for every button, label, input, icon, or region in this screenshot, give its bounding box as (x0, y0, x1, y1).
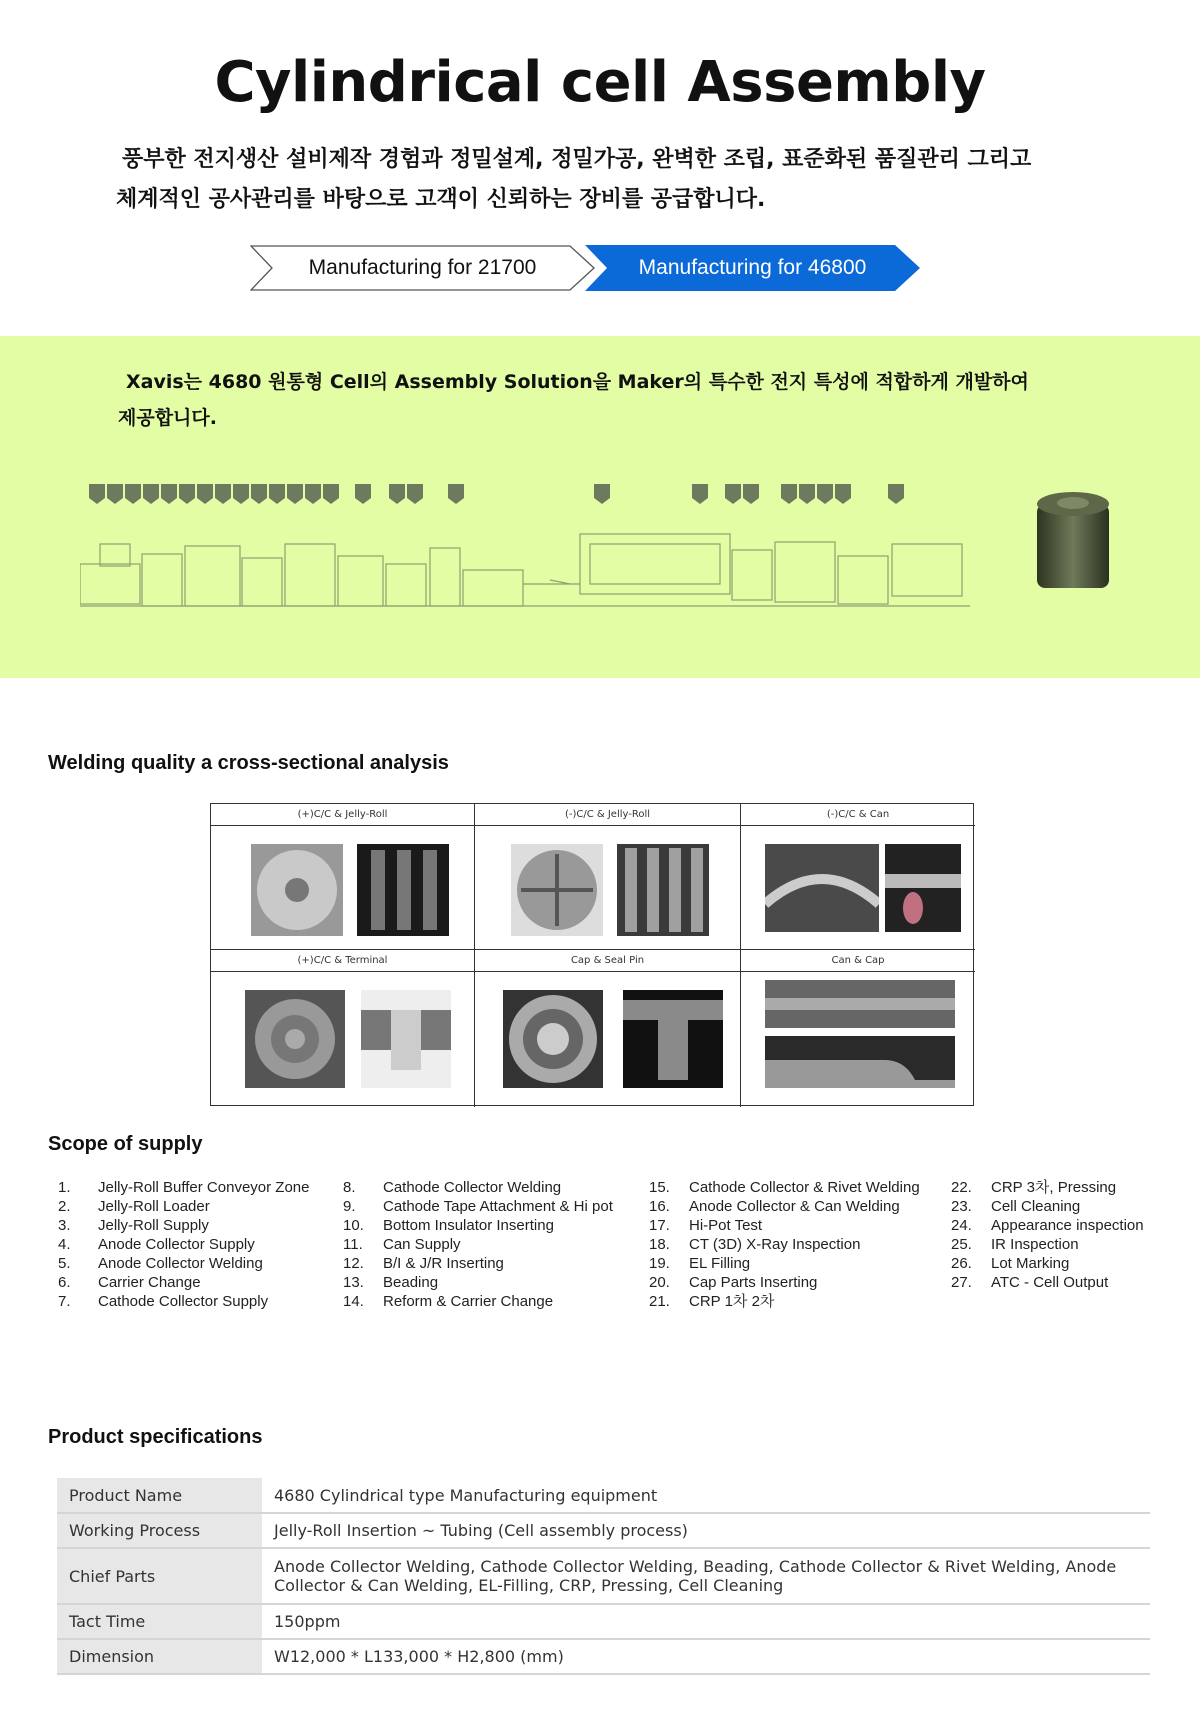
spec-table (57, 1478, 1150, 1675)
list-item: 24. Appearance inspection (951, 1217, 1144, 1234)
scope-list-col-1 (58, 1178, 309, 1311)
weld-photo-disc (251, 844, 343, 936)
specs-heading: Product specifications (48, 1426, 263, 1448)
4680-cell-image (1033, 486, 1113, 596)
spec-value: Anode Collector Welding, Cathode Collector Welding, Beading, Cathode Collector & Rivet Welding, Anode Collector & Can Welding, EL-Filling, CRP, Pressing, Cell Cleaning (262, 1548, 1150, 1604)
list-item: 5. Anode Collector Welding (58, 1255, 263, 1272)
weld-photo-section (361, 990, 451, 1088)
weld-cell-6 (741, 950, 975, 1107)
spec-label: Working Process (57, 1513, 262, 1548)
intro-line-1: 풍부한 전지생산 설비제작 경험과 정밀설계, 정밀가공, 완벽한 조립, 표준화된 품질관리 그리고 (122, 147, 1032, 172)
page-title: Cylindrical cell Assembly (214, 50, 986, 115)
list-item: 2. Jelly-Roll Loader (58, 1198, 210, 1215)
list-item: 27. ATC - Cell Output (951, 1274, 1109, 1291)
welding-heading: Welding quality a cross-sectional analysis (48, 752, 449, 774)
tab-46800-label: Manufacturing for 46800 (638, 256, 867, 279)
weld-cell-3 (741, 804, 975, 950)
banner-line-2: 제공합니다. (118, 407, 217, 429)
list-item: 14. Reform & Carrier Change (343, 1293, 554, 1310)
list-item: 1. Jelly-Roll Buffer Conveyor Zone (58, 1179, 310, 1196)
solution-banner (0, 336, 1200, 678)
spec-label: Product Name (57, 1478, 262, 1513)
assembly-line-diagram (80, 484, 970, 624)
tab-21700[interactable] (250, 245, 595, 291)
list-item: 11. Can Supply (343, 1236, 461, 1253)
list-item: 10. Bottom Insulator Inserting (343, 1217, 554, 1234)
intro-text (116, 140, 1122, 220)
table-row (57, 1604, 1150, 1639)
table-row (57, 1478, 1150, 1513)
spec-label: Chief Parts (57, 1548, 262, 1604)
equipment-line-outline (80, 534, 970, 606)
weld-cell-4-caption: (+)C/C & Terminal (211, 950, 474, 972)
spec-value: 4680 Cylindrical type Manufacturing equipment (262, 1478, 1150, 1513)
weld-photo-section (617, 844, 709, 936)
list-item: 7. Cathode Collector Supply (58, 1293, 269, 1310)
station-marker-group-1 (89, 484, 339, 504)
spec-value: W12,000 * L133,000 * H2,800 (mm) (262, 1639, 1150, 1674)
weld-cell-1-caption: (+)C/C & Jelly-Roll (211, 804, 474, 826)
tab-46800[interactable] (585, 245, 920, 291)
list-item: 25. IR Inspection (951, 1236, 1079, 1253)
list-item: 20. Cap Parts Inserting (649, 1274, 818, 1291)
weld-photo-terminal (245, 990, 345, 1088)
weld-photo-section (885, 844, 961, 932)
weld-cell-6-caption: Can & Cap (741, 950, 975, 972)
weld-cell-5 (475, 950, 741, 1107)
list-item: 18. CT (3D) X-Ray Inspection (649, 1236, 861, 1253)
list-item: 21. CRP 1차 2차 (649, 1293, 775, 1310)
table-row (57, 1513, 1150, 1548)
scope-heading: Scope of supply (48, 1133, 203, 1155)
weld-photo-disc (511, 844, 603, 936)
scope-list-col-2 (343, 1178, 613, 1311)
weld-cell-1 (211, 804, 475, 950)
list-item: 23. Cell Cleaning (951, 1198, 1081, 1215)
list-item: 3. Jelly-Roll Supply (58, 1217, 209, 1234)
intro-line-2: 체계적인 공사관리를 바탕으로 고객이 신뢰하는 장비를 공급합니다. (116, 187, 766, 212)
list-item: 13. Beading (343, 1274, 439, 1291)
list-item: 19. EL Filling (649, 1255, 751, 1272)
table-row (57, 1548, 1150, 1604)
spec-value: Jelly-Roll Insertion ~ Tubing (Cell assembly process) (262, 1513, 1150, 1548)
welding-analysis-grid (210, 803, 974, 1106)
weld-photo-can (765, 844, 879, 932)
weld-cell-4 (211, 950, 475, 1107)
list-item: 12. B/I & J/R Inserting (343, 1255, 504, 1272)
weld-cell-3-caption: (-)C/C & Can (741, 804, 975, 826)
list-item: 15. Cathode Collector & Rivet Welding (649, 1179, 920, 1196)
list-item: 16. Anode Collector & Can Welding (649, 1198, 900, 1215)
tab-bar (250, 245, 920, 291)
banner-text (118, 364, 1126, 436)
list-item: 9. Cathode Tape Attachment & Hi pot (343, 1198, 613, 1215)
weld-cell-2-caption: (-)C/C & Jelly-Roll (475, 804, 740, 826)
list-item: 8. Cathode Collector Welding (343, 1179, 562, 1196)
weld-photo-can-cap-bottom (765, 1036, 955, 1088)
list-item: 4. Anode Collector Supply (58, 1236, 255, 1253)
weld-photo-cap (503, 990, 603, 1088)
tab-21700-label: Manufacturing for 21700 (308, 256, 537, 279)
weld-photo-can-cap-top (765, 980, 955, 1028)
list-item: 22. CRP 3차, Pressing (951, 1179, 1117, 1196)
list-item: 6. Carrier Change (58, 1274, 201, 1291)
scope-list-col-4 (951, 1178, 1144, 1292)
weld-cell-2 (475, 804, 741, 950)
weld-photo-section (623, 990, 723, 1088)
weld-cell-5-caption: Cap & Seal Pin (475, 950, 740, 972)
table-row (57, 1639, 1150, 1674)
banner-line-1: Xavis는 4680 원통형 Cell의 Assembly Solution을 Maker의 특수한 전지 특성에 적합하게 개발하여 (126, 371, 1029, 393)
scope-list-col-3 (649, 1178, 920, 1311)
spec-label: Tact Time (57, 1604, 262, 1639)
list-item: 17. Hi-Pot Test (649, 1217, 763, 1234)
weld-photo-section (357, 844, 449, 936)
spec-label: Dimension (57, 1639, 262, 1674)
spec-value: 150ppm (262, 1604, 1150, 1639)
list-item: 26. Lot Marking (951, 1255, 1070, 1272)
